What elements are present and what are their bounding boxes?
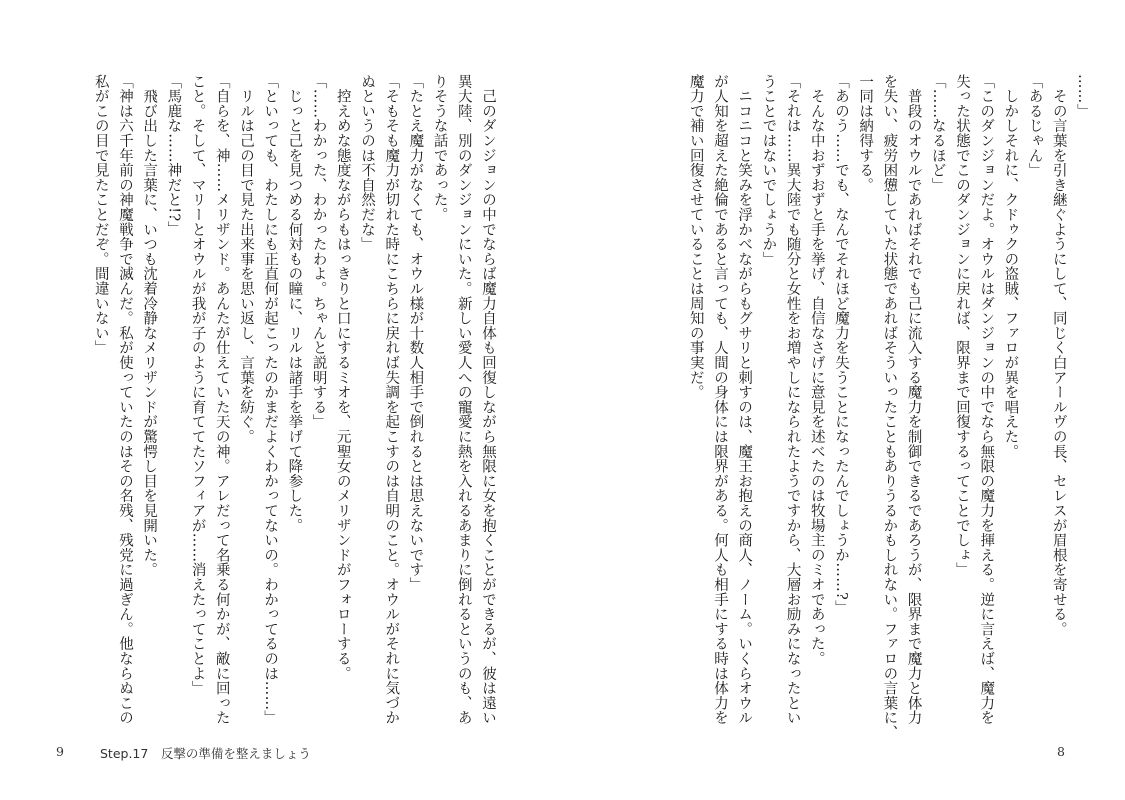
text-line: リルは己の目で見た出来事を思い返し、言葉を紡ぐ。 bbox=[237, 74, 254, 444]
text-line: じっと己を見つめる何対もの瞳に、リルは諸手を挙げて降参した。 bbox=[286, 74, 303, 533]
text-line: 控えめな態度ながらもはっきりと口にするミオを、元聖女のメリザンドがフォローする。 bbox=[334, 74, 351, 681]
text-line: その言葉を引き継ぐようにして、同じく白アールヴの長、セレスが眉根を寄せる。 bbox=[1050, 74, 1067, 637]
right-page-body bbox=[684, 74, 1095, 740]
text-line: うことではないでしょうか」 bbox=[760, 74, 777, 267]
text-line: 異大陸、別のダンジョンにいた。新しい愛人への寵愛に熱を入れるあまりに倒れるというのも、あ bbox=[455, 74, 472, 726]
text-line: 「あるじゃん」 bbox=[1026, 74, 1043, 178]
text-line: 「あのう……でも、なんでそれほど魔力を失うことになったんでしょうか……?」 bbox=[832, 74, 849, 615]
text-line: 私がこの目で見たことだぞ。間違いない」 bbox=[92, 74, 109, 356]
text-line: を失い、疲労困憊していた状態であればそういったこともありうるかもしれない。ファロの言葉に、 bbox=[881, 74, 898, 740]
running-header: Step.17 反撃の準備を整えましょう bbox=[100, 746, 311, 761]
text-line: 「それは……異大陸でも随分と女性をお増やしになられたようですから、大層お励みになったとい bbox=[784, 74, 801, 726]
text-line: 一同は納得する。 bbox=[857, 74, 874, 193]
text-line: 「自らを、神……メリザンド。あんたが仕えていた天の神。アレだって名乗る何かが、敵に回った bbox=[213, 74, 230, 726]
text-line: 失った状態でこのダンジョンに戻れば、限界まで回復するってことでしょ」 bbox=[953, 74, 970, 578]
text-line: 「……わかった、わかったわよ。ちゃんと説明する」 bbox=[310, 74, 327, 430]
text-line: 「といっても、わたしにも正直何が起こったのかまだよくわかってないの。わかってるのは……」 bbox=[262, 74, 279, 726]
text-line: 己のダンジョンの中でならば魔力自体も回復しながら無限に女を抱くことができるが、彼は遠い bbox=[480, 74, 496, 726]
text-line: 「馬鹿な……神だと!?」 bbox=[165, 74, 182, 237]
text-line: 魔力で補い回復させていることは周知の事実だ。 bbox=[687, 74, 704, 400]
text-line: 「……なるほど」 bbox=[929, 74, 946, 193]
text-line: ぬというのは不自然だな」 bbox=[358, 74, 375, 252]
text-line: 普段のオウルであればそれでも己に流入する魔力を制御できるであろうが、限界まで魔力と体力 bbox=[905, 74, 922, 726]
text-line: ニコニコと笑みを浮かべながらもグサリと刺すのは、魔王お抱えの商人、ノーム。いくらオウル bbox=[736, 74, 753, 726]
text-line: そんな中おずおずと手を挙げ、自信なさげに意見を述べたのは牧場主のミオであった。 bbox=[808, 74, 825, 666]
text-line: 「このダンジョンだよ。オウルはダンジョンの中でなら無限の魔力を揮える。逆に言えば、魔力を bbox=[978, 74, 995, 726]
text-line: が人知を超えた絶倫であると言っても、人間の身体には限界がある。何人も相手にする時は体力を bbox=[711, 74, 728, 726]
text-line: 「神は六千年前の神魔戦争で滅んだ。私が使っていたのはその名残、残党に過ぎん。他ならぬこの bbox=[116, 74, 133, 726]
text-line: こと。そして、マリーとオウルが我が子のように育ててたソフィアが……消えたってことよ」 bbox=[189, 74, 206, 696]
left-page bbox=[0, 0, 562, 800]
text-line: 「そもそも魔力が切れた時にこちらに戻れば失調を起こすのは自明のこと。オウルがそれに気づか bbox=[383, 74, 400, 726]
left-page-body bbox=[89, 74, 500, 726]
text-line: ……」 bbox=[1075, 74, 1091, 119]
text-line: 飛び出した言葉に、いつも沈着冷静なメリザンドが驚愕し目を見開いた。 bbox=[141, 74, 158, 578]
text-line: りそうな話であった。 bbox=[431, 74, 448, 222]
text-line: しかしそれに、クドゥクの盗賊、ファロが異を唱えた。 bbox=[1002, 74, 1019, 459]
page-number: 9 bbox=[56, 744, 64, 759]
text-line: 「たとえ魔力がなくても、オウル様が十数人相手で倒れるとは思えないです」 bbox=[407, 74, 424, 592]
page-number: 8 bbox=[1057, 744, 1065, 759]
right-page bbox=[563, 0, 1125, 800]
